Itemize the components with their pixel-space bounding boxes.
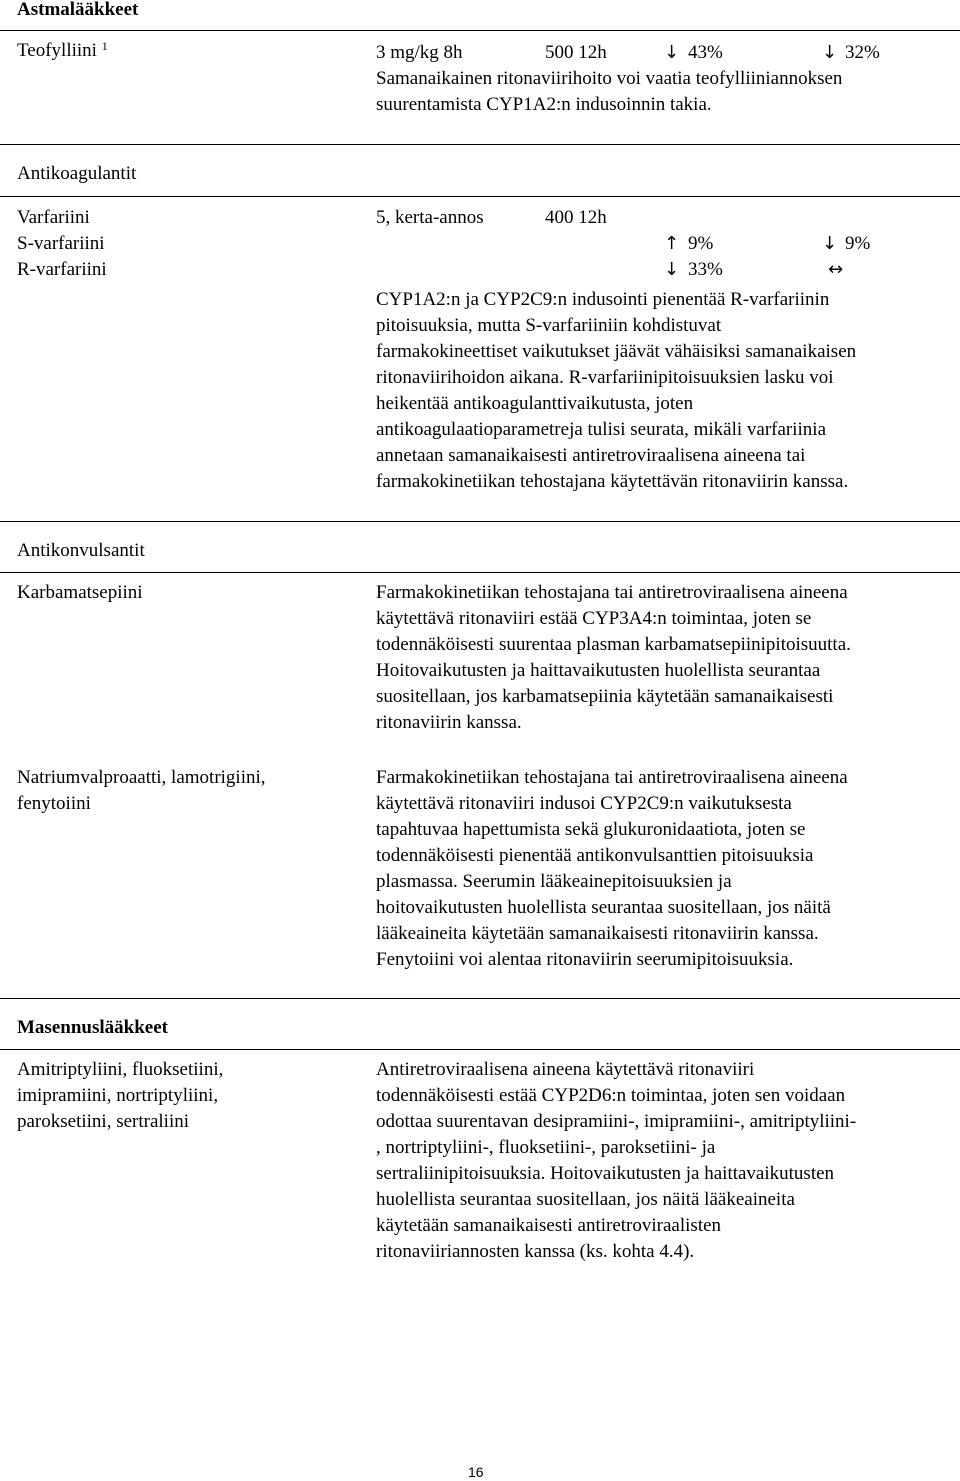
- auc-change: 33%: [688, 259, 723, 280]
- drug-valproaatti-lamotrigiini-fenytoiini: Natriumvalproaatti, lamotrigiini, fenytoiini: [17, 767, 266, 814]
- interaction-note: CYP1A2:n ja CYP2C9:n indusointi pienentää R-varfariinin pitoisuuksia, mutta S-varfariiniin kohdistuvat farmakokineettiset vaikutukset jäävät vähäisiksi samanaikaisen ritonaviirihoidon aikana. R-varfariinipitoisuuksien lasku voi heikentää antikoagulanttivaikutusta, joten antikoagulaatioparametreja tulisi seurata, mikäli varfariinia annetaan samanaikaisesti antiretroviraalisena aineena tai farmakokinetiikan tehostajana käytettävän ritonaviirin kanssa.: [376, 289, 857, 492]
- arrow-down-icon: ↓: [822, 42, 838, 63]
- divider: [0, 572, 960, 573]
- arrow-up-icon: ↑: [664, 233, 680, 254]
- arrow-down-icon: ↓: [822, 233, 838, 254]
- drug-s-varfariini: S-varfariini: [17, 233, 105, 254]
- interaction-note: Farmakokinetiikan tehostajana tai antiretroviraalisena aineena käytettävä ritonaviiri estää CYP3A4:n toimintaa, joten se todennäköisesti suurentaa plasman karbamatsepiinipitoisuutta. Hoitovaikutusten ja haittavaikutusten huolellista seurantaa suositellaan, jos karbamatsepiinia käytetään samanaikaisesti ritonaviirin kanssa.: [376, 582, 851, 733]
- dose: 3 mg/kg 8h: [376, 42, 463, 63]
- interaction-note: Samanaikainen ritonaviirihoito voi vaatia teofylliiniannoksen suurentamista CYP1A2:n indusoinnin takia.: [376, 68, 843, 115]
- ritonavir-dose: 500 12h: [545, 42, 607, 63]
- interaction-note: Farmakokinetiikan tehostajana tai antiretroviraalisena aineena käytettävä ritonaviiri indusoi CYP2C9:n vaikutuksesta tapahtuvaa hapettumista sekä glukuronidaatiota, joten se todennäköisesti pienentää antikonvulsanttien pitoisuuksia plasmassa. Seerumin lääkeainepitoisuuksien ja hoitovaikutusten huolellista seurantaa suositellaan, jos näitä lääkeaineita käytetään samanaikaisesti ritonaviirin kanssa. Fenytoiini voi alentaa ritonaviirin seerumipitoisuuksia.: [376, 767, 848, 970]
- drug-teofylliini: [17, 38, 337, 64]
- divider: [0, 144, 960, 145]
- divider: [0, 1049, 960, 1050]
- drug-karbamatsepiini: Karbamatsepiini: [17, 582, 143, 603]
- divider: [0, 196, 960, 197]
- footnote-marker: 1: [101, 39, 108, 53]
- divider: [0, 30, 960, 31]
- cmax-change: 9%: [845, 233, 871, 254]
- section-title-masennus: Masennuslääkkeet: [17, 1017, 168, 1038]
- section-title-antikoagulantit: Antikoagulantit: [17, 163, 137, 184]
- arrow-down-icon: ↓: [664, 259, 680, 280]
- drug-name: Teofylliini: [17, 40, 97, 61]
- section-title-astma: Astmalääkkeet: [17, 0, 139, 20]
- page-number: 16: [468, 1464, 484, 1480]
- drug-r-varfariini: R-varfariini: [17, 259, 107, 280]
- divider: [0, 998, 960, 999]
- drug-masennuslaakkeet: Amitriptyliini, fluoksetiini, imipramiini, nortriptyliini, paroksetiini, sertraliini: [17, 1059, 224, 1132]
- arrow-left-right-icon: ↔: [828, 259, 844, 280]
- divider: [0, 521, 960, 522]
- arrow-down-icon: ↓: [664, 42, 680, 63]
- auc-change: 9%: [688, 233, 714, 254]
- drug-varfariini: Varfariini: [17, 207, 90, 228]
- auc-change: 43%: [688, 42, 723, 63]
- interaction-note: Antiretroviraalisena aineena käytettävä ritonaviiri todennäköisesti estää CYP2D6:n toimintaa, joten sen voidaan odottaa suurentavan desipramiini-, imipramiini-, amitriptyliini- , nortriptyliini-, fluoksetiini-, paroksetiini- ja sertraliinipitoisuuksia. Hoitovaikutusten ja haittavaikutusten huolellista seurantaa suositellaan, jos näitä lääkeaineita käytetään samanaikaisesti antiretroviraalisten ritonaviiriannosten kanssa (ks. kohta 4.4).: [376, 1059, 857, 1262]
- ritonavir-dose: 400 12h: [545, 207, 607, 228]
- dose: 5, kerta-annos: [376, 207, 484, 228]
- cmax-change: 32%: [845, 42, 880, 63]
- section-title-antikonvulsantit: Antikonvulsantit: [17, 540, 145, 561]
